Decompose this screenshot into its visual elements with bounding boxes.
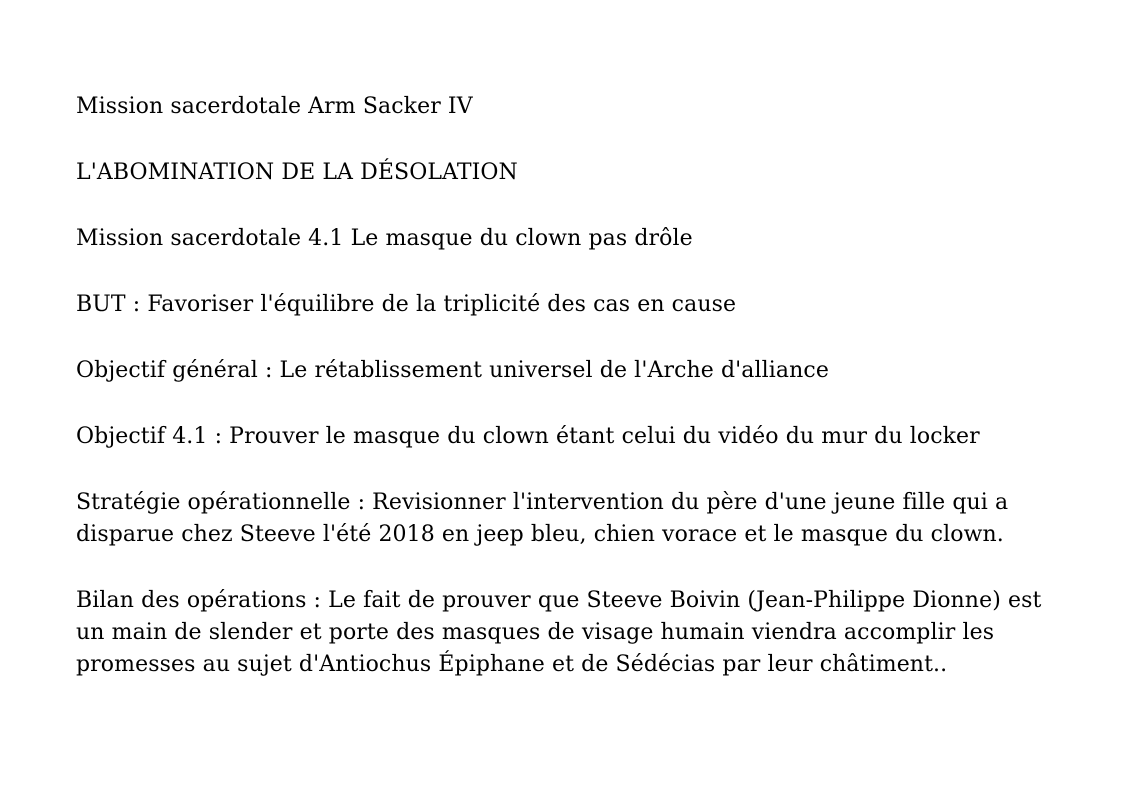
general-objective-line: Objectif général : Le rétablissement universel de l'Arche d'alliance (76, 358, 829, 383)
goal-line: BUT : Favoriser l'équilibre de la triplicité des cas en cause (76, 292, 737, 317)
operational-strategy-paragraph: Stratégie opérationnelle : Revisionner l'intervention du père d'une jeune fille qui a disparue chez Steeve l'été 2018 en jeep bleu, chien vorace et le masque du clown. (76, 490, 1009, 547)
operations-review-paragraph: Bilan des opérations : Le fait de prouver que Steeve Boivin (Jean-Philippe Dionne) est un main de slender et porte des masques de visage humain viendra accomplir les promesses au sujet d'Antiochus Épiphane et de Sédécias par leur châtiment.. (76, 588, 1042, 677)
document-title: Mission sacerdotale Arm Sacker IV (76, 94, 473, 119)
document-heading: L'ABOMINATION DE LA DÉSOLATION (76, 160, 518, 185)
objective-4-1-line: Objectif 4.1 : Prouver le masque du clown étant celui du vidéo du mur du locker (76, 424, 980, 449)
mission-line: Mission sacerdotale 4.1 Le masque du clown pas drôle (76, 226, 693, 251)
document-body (76, 91, 1066, 681)
